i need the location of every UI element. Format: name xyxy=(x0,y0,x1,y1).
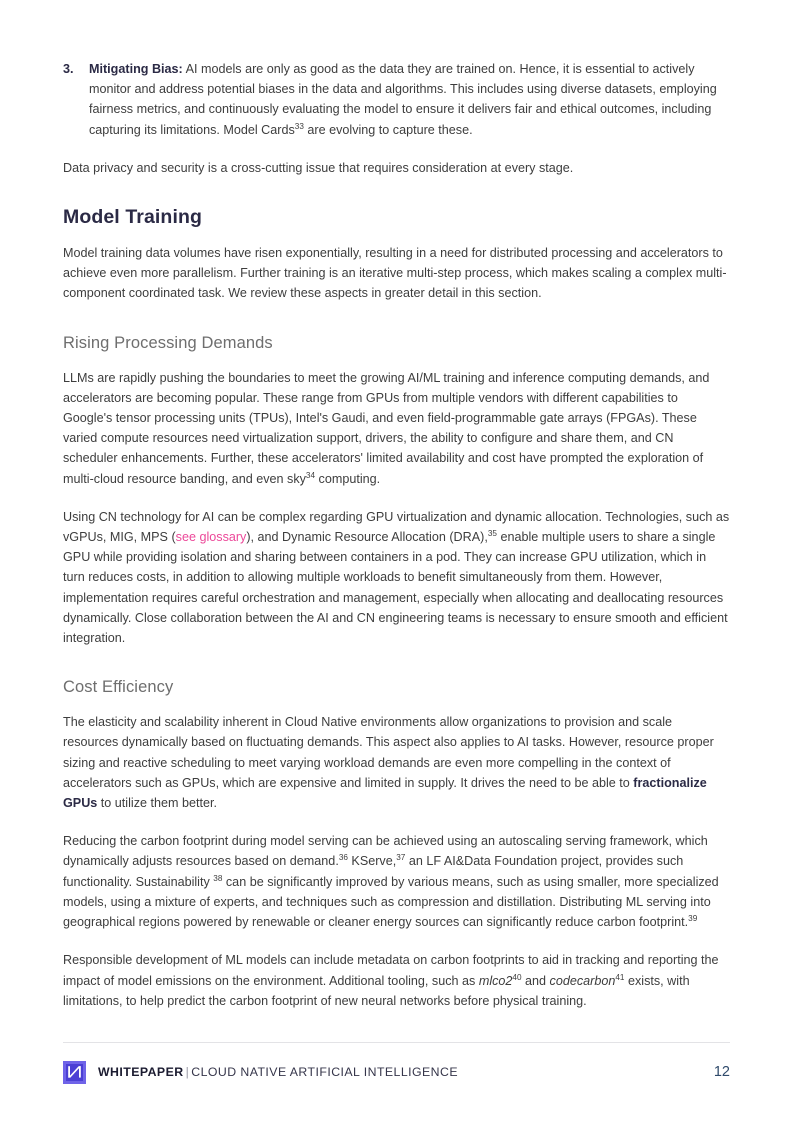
carbon-text-b: KServe, xyxy=(347,854,397,869)
heading-model-training: Model Training xyxy=(63,206,202,229)
paragraph-cn-technology xyxy=(63,507,730,648)
spacer xyxy=(63,489,730,507)
footnote-ref-38[interactable]: 38 xyxy=(213,873,223,883)
responsible-text-b: and xyxy=(521,973,550,988)
paragraph-carbon-footprint xyxy=(63,831,730,932)
carbon-text-a: Reducing the carbon footprint during model serving can be achieved using an autoscaling serving framework, which dynamically adjusts resources based on demand. xyxy=(63,834,708,869)
spacer xyxy=(63,304,730,332)
list-item-text-a: AI models are only as good as the data they are trained on. Hence, it is essential to actively monitor and address potential biases in the data and algorithms. This includes using diverse datasets, employing fairness metrics, and continuously evaluating the model to ensure it delivers fair and ethical outcomes, including capturing its limitations. Model Cards xyxy=(89,62,717,137)
cn-text-b: ), and Dynamic Resource Allocation (DRA), xyxy=(246,530,488,545)
spacer xyxy=(63,230,730,243)
page-footer xyxy=(63,1059,730,1085)
footer-document-title: CLOUD NATIVE ARTIFICIAL INTELLIGENCE xyxy=(191,1065,458,1079)
llms-text-b: computing. xyxy=(315,471,381,486)
paragraph-model-training: Model training data volumes have risen exponentially, resulting in a need for distributed processing and accelerators to achieve even more parallelism. Further training is an iterative multi-step process, which makes scaling a complex multi-component coordinated task. We review these aspects in greater detail in this section. xyxy=(63,246,727,301)
spacer xyxy=(63,813,730,831)
footnote-ref-35[interactable]: 35 xyxy=(487,528,497,538)
footnote-ref-34[interactable]: 34 xyxy=(305,470,316,480)
llms-text-a: LLMs are rapidly pushing the boundaries to meet the growing AI/ML training and inference computing demands, and accelerators are becoming popular. These range from GPUs from multiple vendors with different capabilities to Google's tensor processing units (TPUs), Intel's Gaudi, and even field-programmable gate arrays (FPGAs). These varied compute resources need virtualization support, drivers, the ability to configure and share them, and CN scheduler enhancements. Further, these accelerators' limited availability and cost have prompted the exploration of multi-cloud resource banding, and even sky xyxy=(63,370,710,486)
spacer xyxy=(63,354,730,368)
list-item xyxy=(63,59,730,140)
spacer xyxy=(63,932,730,950)
heading-cost-efficiency: Cost Efficiency xyxy=(63,678,174,697)
carbon-text-c: an LF AI&Data Foundation project, provides such functionality. Sustainability xyxy=(63,854,684,889)
spacer xyxy=(63,648,730,676)
mlco2-tool-name: mlco2 xyxy=(478,973,513,988)
codecarbon-tool-name: codecarbon xyxy=(549,973,616,988)
fractionalize-gpus-emphasis: fractionalize GPUs xyxy=(63,775,707,811)
footnote-ref-39[interactable]: 39 xyxy=(688,913,698,923)
footnote-ref-37[interactable]: 37 xyxy=(396,853,406,863)
spacer xyxy=(63,140,730,158)
spacer xyxy=(63,698,730,712)
cn-text-c: enable multiple users to share a single GPU while providing isolation and sharing between containers in a pod. They can increase GPU utilization, which in turn reduces costs, in addition to allowing multiple workloads to benefit simultaneously from them. However, implementation requires careful orchestration and management, especially when allocating and deallocating resources dynamically. Close collaboration between the AI and CN engineering teams is necessary to ensure smooth and efficient integration. xyxy=(63,530,728,646)
footer-whitepaper-label: WHITEPAPER xyxy=(98,1065,184,1079)
see-glossary-link[interactable]: see glossary xyxy=(175,530,247,545)
paragraph-elasticity xyxy=(63,712,730,813)
footnote-ref-40[interactable]: 40 xyxy=(512,972,522,982)
cncf-logo-icon xyxy=(63,1061,86,1084)
numbered-list xyxy=(63,59,730,140)
elasticity-text-a: The elasticity and scalability inherent in Cloud Native environments allow organizations to provision and scale resources dynamically based on fluctuating demands. This aspect also applies to AI tasks. However, resource proper sizing and reactive scheduling to meet varying workload demands are even more compelling in the context of accelerators such as GPUs, which are expensive and limited in supply. It drives the need to be able to xyxy=(63,715,714,790)
carbon-text-d: can be significantly improved by various means, such as using smaller, more specialized models, using a mixture of experts, and techniques such as compression and distillation. Distributing ML serving into geographical regions powered by renewable or cleaner energy sources can significantly reduce carbon footprint. xyxy=(63,874,719,930)
list-item-marker: 3. xyxy=(63,62,74,76)
footer-title-group xyxy=(98,1065,458,1079)
page-content xyxy=(63,59,730,1011)
paragraph-data-privacy: Data privacy and security is a cross-cutting issue that requires consideration at every stage. xyxy=(63,160,574,175)
elasticity-text-b: to utilize them better. xyxy=(97,796,217,811)
list-item-text-b: are evolving to capture these. xyxy=(303,122,473,137)
paragraph-llms xyxy=(63,368,730,489)
list-item-lead: Mitigating Bias: xyxy=(89,62,183,76)
heading-rising-processing-demands: Rising Processing Demands xyxy=(63,333,273,352)
footnote-ref-41[interactable]: 41 xyxy=(615,972,625,982)
footer-divider xyxy=(63,1042,730,1043)
paragraph-responsible-development xyxy=(63,950,730,1011)
cn-text-a: Using CN technology for AI can be complex regarding GPU virtualization and dynamic allocation. Technologies, such as vGPUs, MIG, MPS ( xyxy=(63,509,730,545)
page-number: 12 xyxy=(713,1064,730,1080)
responsible-text-a: Responsible development of ML models can include metadata on carbon footprints to aid in tracking and reporting the impact of model emissions on the environment. Additional tooling, such as xyxy=(63,953,719,988)
footnote-ref-33[interactable]: 33 xyxy=(294,121,304,131)
spacer xyxy=(63,178,730,204)
responsible-text-c: exists, with limitations, to help predict the carbon footprint of new neural networks before physical training. xyxy=(63,973,690,1008)
footer-separator: | xyxy=(185,1065,190,1079)
footnote-ref-36[interactable]: 36 xyxy=(338,853,348,863)
